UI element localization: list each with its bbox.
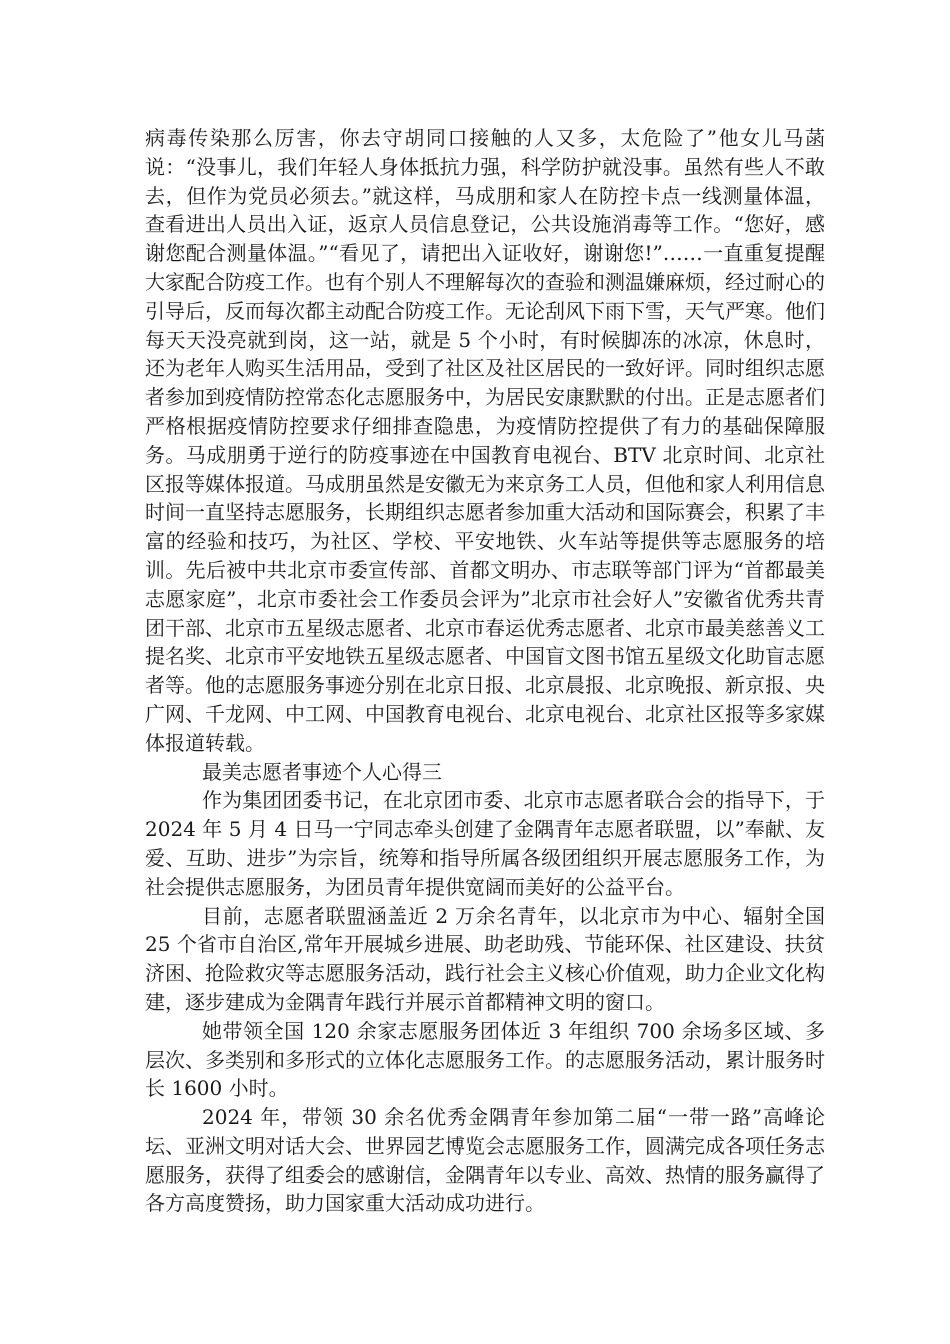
- body-paragraph-3: 目前，志愿者联盟涵盖近 2 万余名青年，以北京市为中心、辐射全国 25 个省市自治区,常年开展城乡进展、助老助残、节能环保、社区建设、扶贫济困、抢险救灾等志愿服务活动，践行社会主义核心价值观，助力企业文化构建，逐步建成为金隅青年践行并展示首都精神文明的窗口。: [145, 903, 832, 1014]
- section-heading: 最美志愿者事迹个人心得三: [202, 759, 442, 784]
- body-paragraph-5: 2024 年，带领 30 余名优秀金隅青年参加第二届“一带一路”高峰论坛、亚洲文明对话大会、世界园艺博览会志愿服务工作，圆满完成各项任务志愿服务，获得了组委会的感谢信，金隅青年以专业、高效、热情的服务赢得了各方高度赞扬，助力国家重大活动成功进行。: [145, 1105, 825, 1216]
- document-page: [145, 124, 832, 1218]
- body-paragraph-4: 她带领全国 120 余家志愿服务团体近 3 年组织 700 余场多区域、多层次、多类别和多形式的立体化志愿服务工作。的志愿服务活动，累计服务时长 1600 小时。: [145, 1018, 825, 1101]
- body-paragraph-2: 作为集团团委书记，在北京团市委、北京市志愿者联合会的指导下，于 2024 年 5 月 4 日马一宁同志牵头创建了金隅青年志愿者联盟，以”奉献、友爱、互助、进步”为宗旨，统筹和指导所属各级团组织开展志愿服务工作，为社会提供志愿服务，为团员青年提供宽阔而美好的公益平台。: [145, 788, 832, 899]
- body-paragraph-1: 病毒传染那么厉害，你去守胡同口接触的人又多，太危险了”他女儿马菡说：“没事儿，我们年轻人身体抵抗力强，科学防护就没事。虽然有些人不敢去，但作为党员必须去。”就这样，马成朋和家人在防控卡点一线测量体温，查看进出人员出入证，返京人员信息登记，公共设施消毒等工作。“您好，感谢您配合测量体温。”“看见了，请把出入证收好，谢谢您!”……一直重复提醒大家配合防疫工作。也有个别人不理解每次的查验和测温嫌麻烦，经过耐心的引导后，反而每次都主动配合防疫工作。无论刮风下雨下雪，天气严寒。他们每天天没亮就到岗，这一站，就是 5 个小时，有时候脚冻的冰凉，休息时，还为老年人购买生活用品，受到了社区及社区居民的一致好评。同时组织志愿者参加到疫情防控常态化志愿服务中，为居民安康默默的付出。正是志愿者们严格根据疫情防控要求仔细排查隐患，为疫情防控提供了有力的基础保障服务。马成朋勇于逆行的防疫事迹在中国教育电视台、BTV 北京时间、北京社区报等媒体报道。马成朋虽然是安徽无为来京务工人员，但他和家人利用信息时间一直坚持志愿服务，长期组织志愿者参加重大活动和国际赛会，积累了丰富的经验和技巧，为社区、学校、平安地铁、火车站等提供等志愿服务的培训。先后被中共北京市委宣传部、首都文明办、市志联等部门评为“首都最美志愿家庭”，北京市委社会工作委员会评为”北京市社会好人”安徽省优秀共青团干部、北京市五星级志愿者、北京市春运优秀志愿者、北京市最美慈善义工提名奖、北京市平安地铁五星级志愿者、中国盲文图书馆五星级文化助盲志愿者等。他的志愿服务事迹分别在北京日报、北京晨报、北京晚报、新京报、央广网、千龙网、中工网、中国教育电视台、北京电视台、北京社区报等多家媒体报道转载。: [145, 126, 825, 755]
